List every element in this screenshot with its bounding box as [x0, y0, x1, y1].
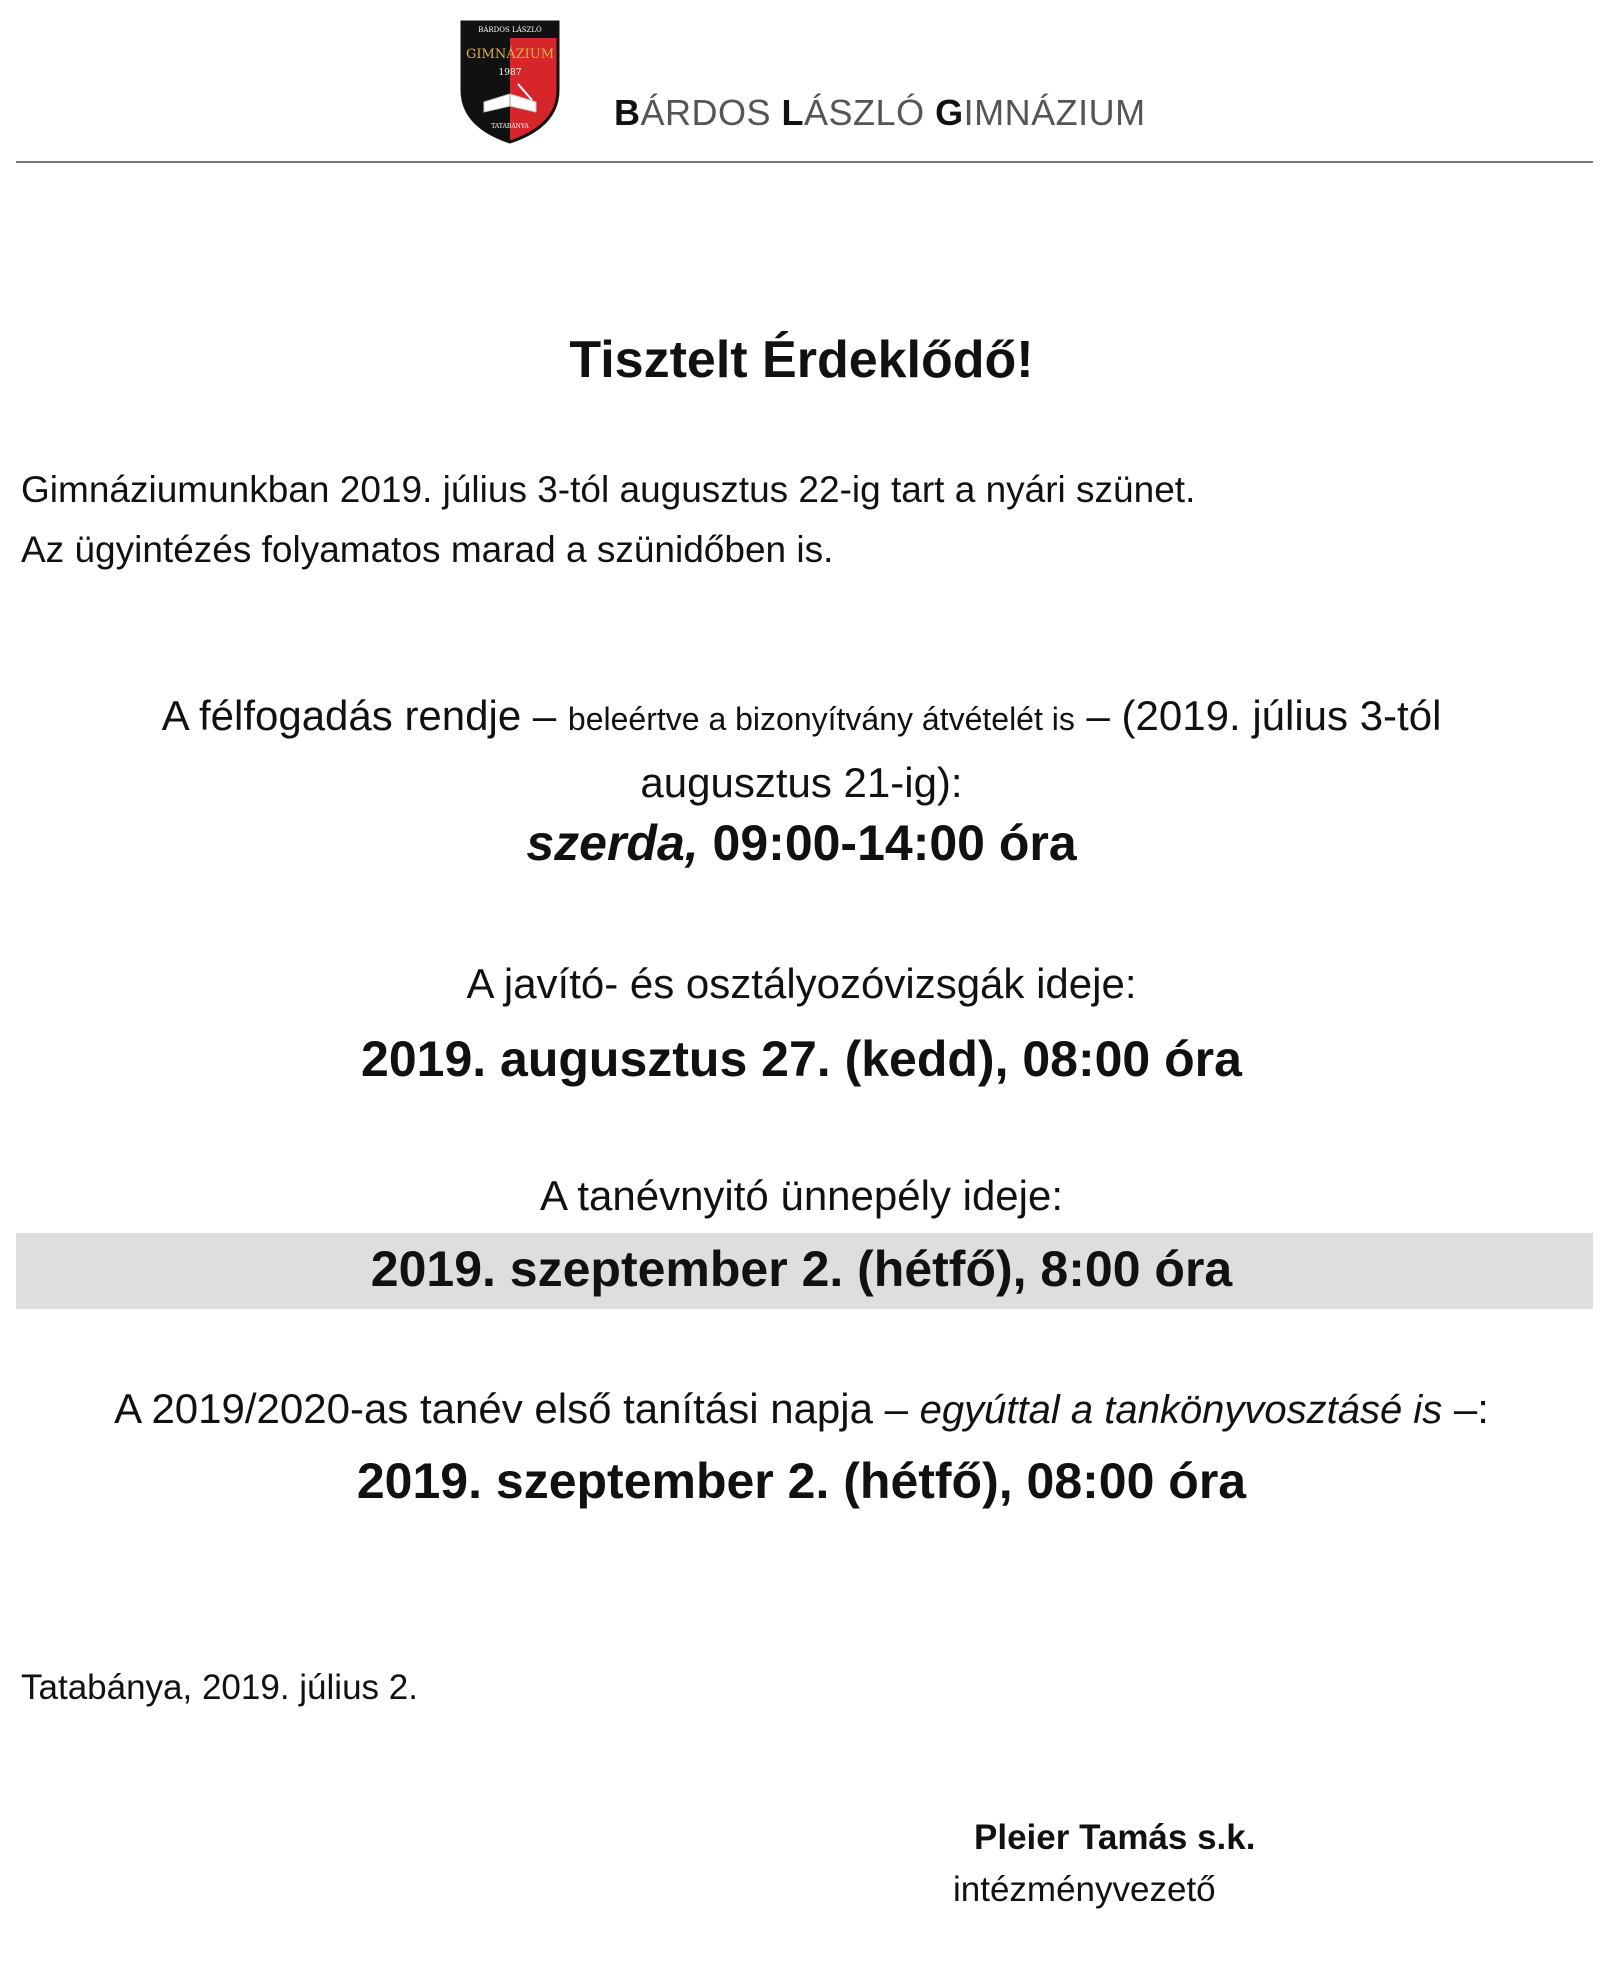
place-date: Tatabánya, 2019. július 2.: [21, 1668, 418, 1707]
logo-middle-text: GIMNÁZIUM: [465, 47, 555, 62]
school-logo: [460, 20, 560, 144]
intro-line-2: Az ügyintézés folyamatos marad a szünidőben is.: [21, 529, 834, 570]
opening-datetime: 2019. szeptember 2. (hétfő), 8:00 óra: [370, 1241, 1233, 1297]
first-day-title: [0, 1385, 1603, 1433]
intro-line-1: Gimnáziumunkban 2019. július 3-tól augusztus 22-ig tart a nyári szünet.: [21, 469, 1196, 510]
reception-day: szerda,: [526, 815, 699, 871]
first-day-lead: A 2019/2020-as tanév első tanítási napja –: [114, 1385, 920, 1432]
first-day-datetime: 2019. szeptember 2. (hétfő), 08:00 óra: [356, 1453, 1247, 1509]
reception-aside: beleértve a bizonyítvány átvételét is: [567, 701, 1075, 737]
school-name-rest-2: ÁSZLÓ: [804, 92, 936, 133]
logo-bottom-text: TATABÁNYA: [491, 123, 529, 130]
signature-name: Pleier Tamás s.k.: [974, 1818, 1256, 1857]
school-name-rest-3: IMNÁZIUM: [963, 92, 1146, 133]
intro-paragraph: [21, 460, 1195, 580]
school-name-rest-1: ÁRDOS: [640, 92, 782, 133]
reception-hours: 09:00-14:00 óra: [698, 815, 1077, 871]
school-name-initial-1: B: [614, 92, 641, 133]
first-day-tail: –:: [1442, 1385, 1489, 1432]
reception-dates-b: augusztus 21-ig):: [640, 759, 963, 806]
reception-heading: [0, 684, 1603, 815]
school-name-initial-2: L: [781, 92, 805, 133]
reception-dates-a: – (2019. július 3-tól: [1074, 692, 1442, 739]
header-divider: [16, 161, 1593, 163]
school-name: [614, 92, 1146, 134]
opening-title: A tanévnyitó ünnepély ideje:: [539, 1172, 1064, 1219]
logo-year-text: 1987: [498, 68, 522, 78]
greeting-heading: Tisztelt Érdeklődő!: [569, 331, 1034, 389]
exams-datetime: 2019. augusztus 27. (kedd), 08:00 óra: [361, 1031, 1242, 1087]
exams-title: A javító- és osztályozóvizsgák ideje:: [466, 960, 1137, 1007]
signature-role: intézményvezető: [953, 1870, 1216, 1909]
logo-top-text: BÁRDOS LÁSZLÓ: [478, 26, 542, 34]
school-crest-icon: [460, 20, 560, 144]
reception-time: [0, 814, 1603, 872]
reception-heading-line-1: [0, 684, 1603, 751]
first-day-aside: egyúttal a tankönyvosztásé is: [919, 1388, 1443, 1432]
reception-lead: A félfogadás rendje –: [161, 692, 568, 739]
school-name-initial-3: G: [935, 92, 964, 133]
